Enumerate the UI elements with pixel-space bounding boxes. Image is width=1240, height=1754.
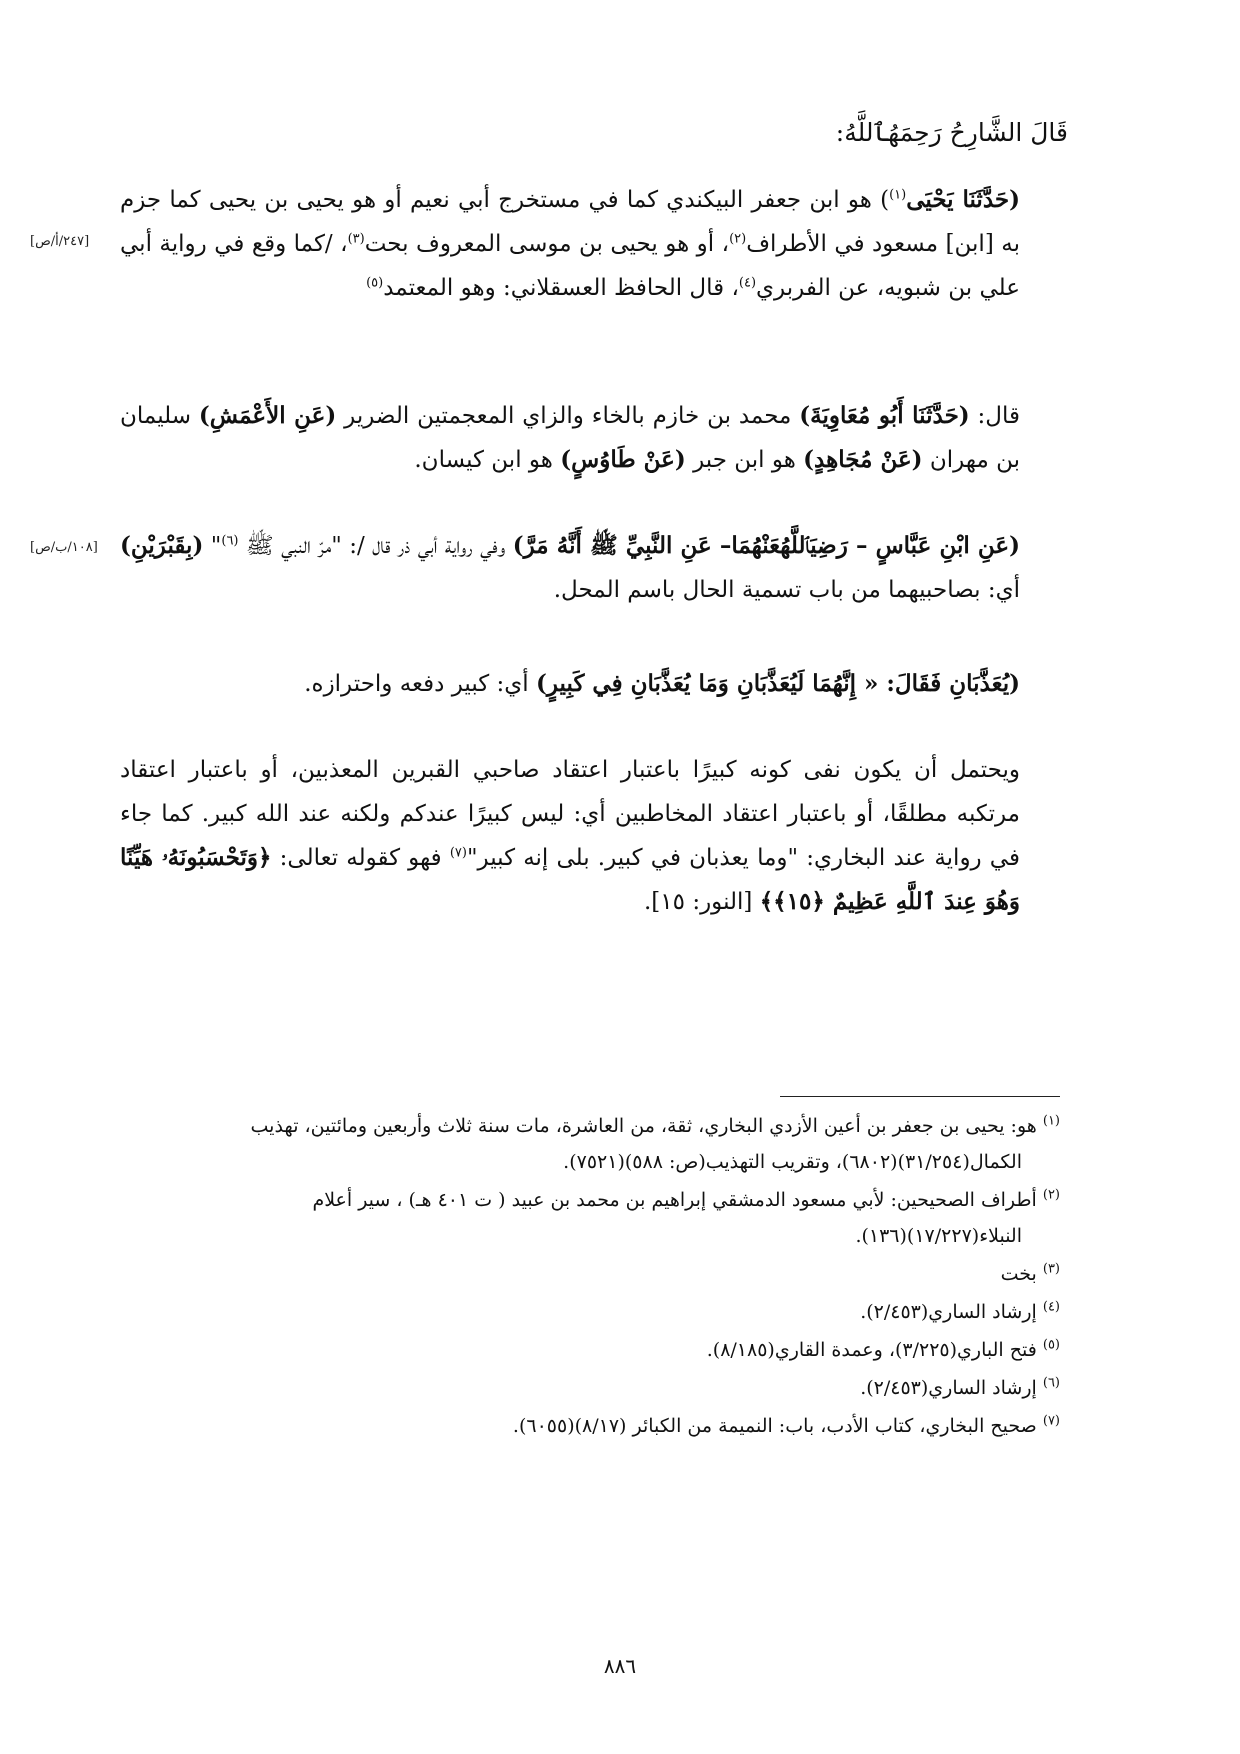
page-heading: قَالَ الشَّارِحُ رَحِمَهُٱللَّهُ: [835, 118, 1068, 147]
footnote-number: (٧) [1042, 1413, 1060, 1429]
quran-verse: ﴿وَتَحْسَبُونَهُۥ هَيِّنًا وَهُوَ عِندَ ٱللَّهِ عَظِيمٌ ﴿١٥﴾﴾ [120, 844, 1020, 915]
footnote-number: (٣) [1042, 1261, 1060, 1277]
paragraph-5 [120, 748, 1060, 924]
margin-note-folio: [٢٤٧/أ/ص] [30, 234, 90, 249]
footnote-text: بخت [1000, 1263, 1037, 1285]
footnote-ref[interactable]: (٤) [738, 275, 757, 291]
footnotes [130, 1108, 1060, 1446]
footnote-ref[interactable]: (٦) [221, 533, 239, 549]
paragraph-1 [120, 178, 1060, 310]
footnote-number: (٥) [1042, 1337, 1060, 1353]
bold-phrase: (حَدَّثَنَا أَبُو مُعَاوِيَةَ) [799, 402, 970, 429]
footnote-number: (٤) [1042, 1299, 1060, 1315]
footnote-3 [130, 1256, 1060, 1292]
footnote-ref[interactable]: (٧) [449, 845, 467, 861]
paragraph-3 [120, 524, 1060, 612]
footnote-1 [130, 1108, 1060, 1180]
bold-phrase: (بِقَبْرَيْنِ) [120, 532, 204, 559]
bold-phrase: (عَنْ مُجَاهِدٍ) [803, 446, 923, 473]
text-run: ) هو ابن جعفر البيكندي كما في مستخرج أبي نعيم أو هو يحيى بن يحيى كما جزم به [ابن] مسعود في الأطراف [120, 187, 1020, 257]
bold-phrase: (عَنْ طَاوُسٍ) [560, 446, 686, 473]
footnote-text: فتح الباري(٣/٢٢٥)، وعمدة القاري(٨/١٨٥). [706, 1339, 1037, 1361]
footnote-2 [130, 1182, 1060, 1254]
text-run: ، /كما وقع في رواية أبي علي بن شبويه، عن الفربري [120, 231, 1020, 301]
text-run: ويحتمل أن يكون نفى كونه كبيرًا باعتبار اعتقاد صاحبي القبرين المعذبين، أو باعتبار اعتقاد مرتكبه مطلقًا، أو باعتبار اعتقاد المخاطبين أي: ليس كبيرًا عندكم ولكنه عند الله كبير. كما جاء في رواية عند البخاري: "وما يعذبان في كبير. بلى إنه كبير" [120, 757, 1020, 871]
footnote-number: (٢) [1042, 1187, 1060, 1203]
text-run: ، أو هو يحيى بن موسى المعروف بحت [364, 231, 730, 257]
text-run: وفي رواية أبي ذر قال /: "مرّ النبي ﷺ [238, 533, 513, 559]
text-run: قال: [969, 403, 1020, 429]
footnote-5 [130, 1332, 1060, 1368]
paragraph-2 [120, 394, 1060, 482]
footnote-text: صحيح البخاري، كتاب الأدب، باب: النميمة من الكبائر (٨/١٧)(٦٠٥٥). [512, 1415, 1037, 1437]
footnote-ref[interactable]: (٢) [729, 231, 747, 247]
footnote-number: (١) [1042, 1113, 1060, 1129]
bold-phrase: (يُعَذَّبَانِ فَقَالَ: « إِنَّهُمَا لَيُعَذَّبَانِ وَمَا يُعَذَّبَانِ فِي كَبِيرٍ) [535, 670, 1020, 697]
footnote-6 [130, 1370, 1060, 1406]
footnote-ref[interactable]: (٣) [347, 231, 365, 247]
page-number: ٨٨٦ [603, 1654, 637, 1678]
footnote-ref[interactable]: (٥) [366, 275, 384, 291]
footnote-text: هو: يحيى بن جعفر بن أعين الأزدي البخاري، ثقة، من العاشرة، مات سنة ثلاث وأربعين ومائتين، تهذيب [250, 1115, 1037, 1137]
bold-phrase: (حَدَّثَنَا يَحْيَى [906, 186, 1020, 213]
paragraph-4 [120, 662, 1060, 706]
text-run: فهو كقوله تعالى: [271, 845, 450, 871]
footnote-ref[interactable]: (١) [889, 187, 907, 203]
text-run: محمد بن خازم بالخاء والزاي المعجمتين الضرير [336, 403, 800, 429]
text-run: أي: بصاحبيهما من باب تسمية الحال باسم المحل. [553, 577, 1020, 603]
footnote-number: (٦) [1042, 1375, 1060, 1391]
margin-note-folio: [١٠٨/ب/ص] [30, 540, 98, 555]
footnote-text-cont: الكمال(٣١/٢٥٤)(٦٨٠٢)، وتقريب التهذيب(ص: ٥٨٨)(٧٥٢١). [563, 1151, 1022, 1173]
bold-phrase: (عَنِ ابْنِ عَبَّاسٍ – رَضِيَٱللَّهُعَنْهُمَا– عَنِ النَّبِيِّ ﷺ أَنَّهُ مَرَّ) [512, 532, 1020, 559]
footnote-text: أطراف الصحيحين: لأبي مسعود الدمشقي إبراهيم بن محمد بن عبيد ( ت ٤٠١ هـ) ، سير أعلام [312, 1189, 1037, 1211]
text-run: [النور: ١٥]. [644, 889, 760, 915]
footnote-7 [130, 1408, 1060, 1444]
text-run: أي: كبير دفعه واحترازه. [304, 671, 536, 697]
footnote-4 [130, 1294, 1060, 1330]
bold-phrase: (عَنِ الأَعْمَشِ) [198, 402, 337, 429]
footnote-text: إرشاد الساري(٢/٤٥٣). [860, 1301, 1037, 1323]
text-run: ، قال الحافظ العسقلاني: وهو المعتمد [383, 275, 739, 301]
footnote-text-cont: النبلاء(١٧/٢٢٧)(١٣٦). [855, 1225, 1022, 1247]
text-run: هو ابن جبر [685, 447, 804, 473]
text-run: " [203, 533, 222, 559]
footnote-divider [780, 1096, 1060, 1097]
text-run: سليمان بن مهران [120, 403, 1020, 473]
footnote-text: إرشاد الساري(٢/٤٥٣). [860, 1377, 1037, 1399]
text-run: هو ابن كيسان. [414, 447, 561, 473]
